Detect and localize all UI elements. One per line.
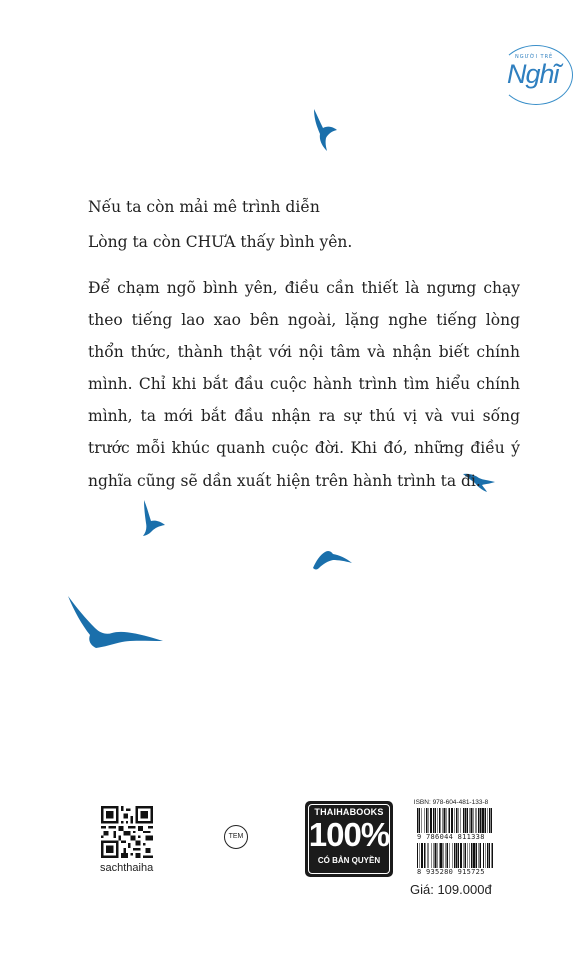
bird-icon (308, 108, 340, 152)
barcode-bar (417, 843, 418, 868)
barcode-bar (428, 808, 429, 833)
bird-icon (140, 499, 166, 537)
barcode-bar (460, 843, 462, 868)
barcode-bar (446, 808, 447, 833)
barcode-bar (454, 843, 456, 868)
barcode-bar (482, 808, 484, 833)
logo-small-text: NGƯỜI TRẺ (515, 54, 554, 60)
barcode-bar (479, 843, 480, 868)
barcode-bar (424, 808, 425, 833)
barcode-bar (467, 843, 468, 868)
barcode-bar (458, 843, 460, 868)
badge-publisher: THAIHABOOKS (314, 807, 384, 817)
barcode-bar (440, 843, 442, 868)
description-paragraph: Để chạm ngõ bình yên, điều cần thiết là ngưng chạy theo tiếng lao xao bên ngoài, lặng nghe tiếng lòng thổn thức, thành thật với nội tâm và nhận biết chính mình. Chỉ khi bắt đầu cuộc hành trình tìm hiểu chính mình, ta mới bắt đầu nhận ra sự thú vị và vui sống trước mỗi khúc quanh cuộc đời. Khi đó, những điều ý nghĩa cũng sẽ dần xuất hiện trên hành trình ta đi. (88, 279, 520, 490)
barcode-bar (434, 843, 435, 868)
barcode-number-2: 8 935280 915725 (417, 868, 485, 876)
barcode-bar (435, 843, 437, 868)
badge-percent: 100% (308, 816, 390, 853)
barcode-area (409, 799, 493, 879)
barcode-bar (421, 843, 423, 868)
barcode-bar (485, 843, 486, 868)
barcode-bar (473, 808, 474, 833)
barcode-bar (419, 808, 421, 833)
barcode-bar (446, 843, 448, 868)
barcode-bar (427, 843, 428, 868)
barcode-bar (491, 808, 493, 833)
barcode-bar (452, 843, 453, 868)
barcode-bar (444, 808, 446, 833)
bird-icon (66, 595, 164, 649)
barcode-bar (445, 843, 446, 868)
barcode-bar (469, 808, 470, 833)
badge-copyright-text: CÓ BẢN QUYỀN (317, 856, 381, 865)
barcode-bar (451, 808, 453, 833)
logo-big-text: Nghĩ (507, 59, 559, 89)
barcode-bar (421, 808, 422, 833)
barcode-bar (431, 843, 432, 868)
poem-line-2: Lòng ta còn CHƯA thấy bình yên. (88, 233, 353, 251)
barcode-bar (460, 808, 461, 833)
bird-icon (311, 548, 353, 570)
barcode-bar (469, 843, 470, 868)
barcode-bar (430, 808, 432, 833)
barcode-bar (443, 808, 444, 833)
barcode-bar (428, 843, 429, 868)
isbn-label: ISBN: 978-604-481-133-8 (413, 799, 489, 806)
barcode-bar (489, 843, 490, 868)
qr-label: sachthaiha (100, 862, 154, 874)
barcode-bar (454, 808, 455, 833)
barcode-bar (467, 808, 469, 833)
barcode-bar (473, 843, 475, 868)
barcode-bar (463, 808, 465, 833)
qr-code-icon[interactable] (101, 806, 153, 858)
barcode-bar (449, 843, 450, 868)
barcode-bar (465, 843, 466, 868)
barcode-bar (476, 843, 478, 868)
barcode-bar (456, 843, 457, 868)
barcode-bar (476, 808, 477, 833)
barcode-bar (449, 808, 451, 833)
barcode-number-1: 9 786044 811338 (417, 833, 485, 841)
barcode-bar (439, 808, 441, 833)
barcode-bar (480, 843, 481, 868)
barcode-bar (437, 808, 438, 833)
barcode-bar (485, 808, 487, 833)
barcode-bar (456, 808, 457, 833)
barcode-bar (489, 808, 490, 833)
barcode-bar (458, 808, 459, 833)
barcode-bar (464, 843, 465, 868)
tem-stamp: TEM (224, 825, 248, 849)
publisher-logo (497, 45, 577, 105)
barcode-bar (487, 808, 488, 833)
barcode-bar (465, 808, 466, 833)
barcode-bar (491, 843, 493, 868)
barcode-bar (443, 843, 444, 868)
barcode-bar (424, 843, 426, 868)
barcode-bar (437, 843, 438, 868)
barcode-bar (480, 808, 481, 833)
barcode-bar (483, 843, 484, 868)
barcode-bar (433, 808, 435, 833)
copyright-badge (305, 801, 393, 877)
poem-line-1: Nếu ta còn mải mê trình diễn (88, 198, 320, 216)
price-label: Giá: 109.000đ (410, 882, 492, 897)
barcode-icon (417, 843, 493, 868)
barcode-bar (435, 808, 436, 833)
barcode-bar (426, 808, 428, 833)
barcode-bar (470, 808, 472, 833)
barcode-bar (419, 843, 420, 868)
barcode-bar (471, 843, 472, 868)
barcode-icon (417, 808, 493, 833)
barcode-bar (487, 843, 489, 868)
barcode-bar (478, 808, 480, 833)
barcode-bar (417, 808, 418, 833)
